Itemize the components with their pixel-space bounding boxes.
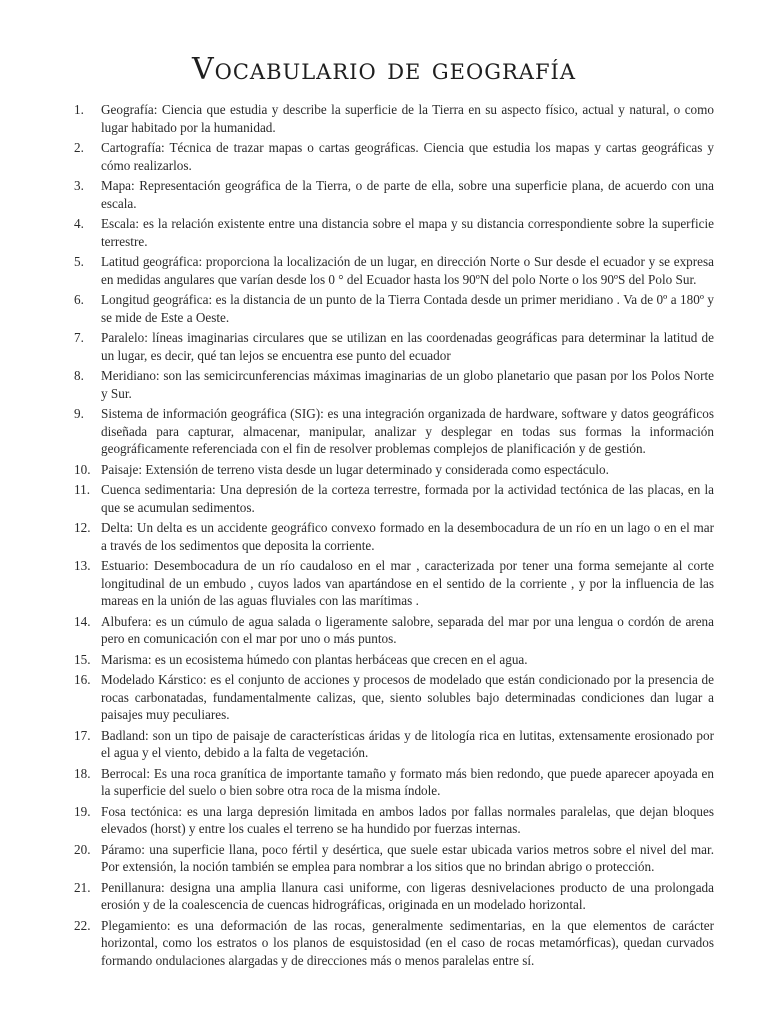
item-definition: Escala: es la relación existente entre una distancia sobre el mapa y su distancia correspondiente sobre la superficie terrestre. [101, 216, 714, 249]
list-item [0, 461, 768, 479]
item-definition: Berrocal: Es una roca granítica de importante tamaño y formato más bien redondo, que puede aparecer apoyada en la superficie del suelo o bien sobre otra roca de la misma índole. [101, 765, 714, 798]
list-item [0, 215, 768, 250]
list-item [0, 329, 768, 364]
item-definition: Longitud geográfica: es la distancia de un punto de la Tierra Contada desde un primer meridiano . Va de 0º a 180º y se mide de Este a Oeste. [101, 292, 714, 325]
item-definition: Cuenca sedimentaria: Una depresión de la corteza terrestre, formada por la actividad tectónica de las placas, en la que se acumulan sedimentos. [101, 482, 714, 515]
list-item [0, 803, 768, 838]
item-definition: Mapa: Representación geográfica de la Tierra, o de parte de ella, sobre una superficie plana, de acuerdo con una escala. [101, 178, 714, 211]
list-item [0, 101, 768, 136]
list-item [0, 917, 768, 970]
list-item [0, 841, 768, 876]
item-definition: Estuario: Desembocadura de un río caudaloso en el mar , caracterizada por tener una forma semejante al corte longitudinal de un embudo , cuyos lados van apartándose en el sentido de la corriente , y por la influencia de las mareas en la unión de las aguas fluviales con las marítimas . [101, 558, 714, 608]
item-definition: Badland: son un tipo de paisaje de características áridas y de litología rica en lutitas, extensamente erosionado por el agua y el viento, debido a la falta de vegetación. [101, 727, 714, 760]
list-item [0, 557, 768, 610]
item-number: 22. [74, 917, 91, 933]
item-number: 16. [74, 672, 91, 687]
item-definition: Albufera: es un cúmulo de agua salada o ligeramente salobre, separada del mar por una lengua o cordón de arena pero en comunicación con el mar por uno o más puntos. [101, 613, 714, 646]
item-number: 15. [74, 651, 91, 667]
page-title: Vocabulario de geografía [191, 52, 577, 87]
item-definition: Fosa tectónica: es una larga depresión limitada en ambos lados por fallas normales paralelas, que dejan bloques elevados (horst) y entre los cuales el terreno se ha hundido por fuerzas internas. [101, 803, 714, 836]
item-number: 21. [74, 879, 91, 895]
vocabulary-list [0, 101, 768, 972]
item-number: 8. [74, 368, 84, 383]
item-definition: Geografía: Ciencia que estudia y describe la superficie de la Tierra en su aspecto físico, actual y natural, o como lugar habitado por la humanidad. [101, 102, 714, 135]
item-number: 5. [74, 254, 84, 269]
item-definition: Paisaje: Extensión de terreno vista desde un lugar determinado y considerada como espectáculo. [101, 461, 609, 477]
list-item [0, 405, 768, 458]
item-number: 12. [74, 520, 91, 535]
list-item [0, 253, 768, 288]
item-definition: Latitud geográfica: proporciona la localización de un lugar, en dirección Norte o Sur desde el ecuador y se expresa en medidas angulares que varían desde los 0 ° del Ecuador hasta los 90ºN del polo Norte o los 90ºS del Polo Sur. [101, 254, 714, 287]
list-item [0, 879, 768, 914]
item-definition: Cartografía: Técnica de trazar mapas o cartas geográficas. Ciencia que estudia los mapas y cartas geográficas y cómo realizarlos. [101, 140, 714, 173]
item-number: 3. [74, 178, 84, 193]
item-definition: Paralelo: líneas imaginarias circulares que se utilizan en las coordenadas geográficas para determinar la latitud de un lugar, es decir, qué tan lejos se encuentra ese punto del ecuador [101, 330, 714, 363]
item-number: 1. [74, 102, 84, 117]
item-number: 11. [74, 482, 90, 497]
list-item [0, 139, 768, 174]
item-number: 20. [74, 841, 91, 857]
item-number: 13. [74, 558, 91, 573]
list-item [0, 671, 768, 724]
item-number: 4. [74, 216, 84, 231]
list-item [0, 651, 768, 669]
item-number: 9. [74, 406, 84, 421]
list-item [0, 177, 768, 212]
item-definition: Sistema de información geográfica (SIG): es una integración organizada de hardware, software y datos geográficos diseñada para capturar, almacenar, manipular, analizar y desplegar en todas sus formas la información geográficamente referenciada con el fin de resolver problemas complejos de planificación y de gestión. [101, 406, 714, 456]
item-definition: Delta: Un delta es un accidente geográfico convexo formado en la desembocadura de un río en un lago o en el mar a través de los sedimentos que deposita la corriente. [101, 520, 714, 553]
list-item [0, 613, 768, 648]
item-number: 19. [74, 803, 91, 819]
item-number: 18. [74, 765, 91, 781]
item-number: 7. [74, 330, 84, 345]
item-number: 17. [74, 727, 91, 743]
item-definition: Modelado Kárstico: es el conjunto de acciones y procesos de modelado que están condicionado por la presencia de rocas carbonatadas, fundamentalmente calizas, que, siento solubles bajo determinadas condiciones dan lugar a paisajes muy peculiares. [101, 672, 714, 722]
item-definition: Penillanura: designa una amplia llanura casi uniforme, con ligeras desnivelaciones producto de una prolongada erosión y de la coalescencia de cuencas hidrográficas, originada en un modelado horizontal. [101, 879, 714, 912]
item-number: 10. [74, 461, 91, 477]
list-item [0, 765, 768, 800]
list-item [0, 367, 768, 402]
list-item [0, 481, 768, 516]
item-definition: Plegamiento: es una deformación de las rocas, generalmente sedimentarias, en la que elementos de carácter horizontal, como los estratos o los planos de esquistosidad (en el caso de rocas metamórficas), quedan curvados formando ondulaciones alargadas y de direcciones más o menos paralelas entre sí. [101, 917, 714, 968]
item-number: 14. [74, 613, 91, 629]
item-definition: Páramo: una superficie llana, poco fértil y desértica, que suele estar ubicada varios metros sobre el nivel del mar. Por extensión, la noción también se emplea para nombrar a los sitios que no brindan abrigo o protección. [101, 841, 714, 874]
list-item [0, 727, 768, 762]
item-definition: Meridiano: son las semicircunferencias máximas imaginarias de un globo planetario que pasan por los Polos Norte y Sur. [101, 368, 714, 401]
item-number: 2. [74, 140, 84, 155]
item-definition: Marisma: es un ecosistema húmedo con plantas herbáceas que crecen en el agua. [101, 651, 528, 667]
list-item [0, 291, 768, 326]
item-number: 6. [74, 292, 84, 307]
list-item [0, 519, 768, 554]
